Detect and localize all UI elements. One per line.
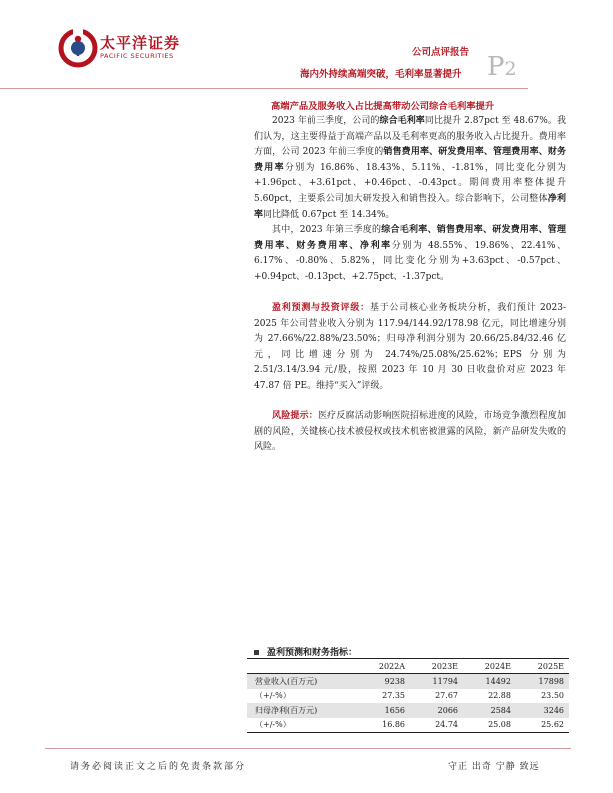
table-cell: 23.50: [541, 691, 564, 701]
section-heading: 高端产品及服务收入占比提高带动公司综合毛利率提升: [271, 101, 495, 112]
risk-section: [254, 409, 566, 456]
table-title-text: 盈利预测和财务指标：: [267, 648, 358, 658]
table-cell: 27.35: [382, 691, 406, 701]
square-bullet-icon: [254, 650, 259, 655]
table-cell: 25.62: [516, 718, 569, 733]
paragraph-risk: [254, 409, 566, 456]
table-title: [254, 645, 357, 658]
table-cell: 27.67: [435, 691, 458, 701]
table-row: [247, 689, 569, 703]
logo-english-name: PACIFIC SECURITIES: [100, 52, 174, 60]
table-cell: 25.08: [463, 718, 516, 733]
row-label: （+/-%）: [255, 691, 291, 701]
table-cell: 2066: [410, 703, 463, 717]
table-cell: 16.86: [357, 718, 410, 733]
forecast-lead: 盈利预测与投资评级：: [272, 303, 370, 313]
table-cell: 14492: [463, 674, 516, 689]
table-header-cell: 2022A: [357, 659, 410, 674]
company-logo: [58, 26, 208, 72]
table-cell: 1656: [357, 703, 410, 717]
row-label: 营业收入(百万元): [247, 674, 357, 689]
bold-run: 净利率: [254, 193, 566, 220]
logo-emblem-icon: [58, 26, 98, 70]
paragraph-forecast: [254, 301, 566, 395]
table-row: [247, 718, 569, 733]
table-cell: 17898: [516, 674, 569, 689]
bold-run: 销售费用率、研发费用率、管理费用率、财务费用率: [254, 147, 566, 173]
bold-run: 综合毛利率、销售费用率、研发费用率、管理费用率、财务费用率、净利率: [254, 225, 566, 251]
footer-disclaimer: 请务必阅读正文之后的免责条款部分: [70, 762, 247, 772]
footer-motto: 守正 出奇 宁静 致远: [448, 762, 540, 772]
bold-run: 综合毛利率: [379, 116, 425, 126]
text-run: 2023 年前三季度，公司的: [272, 116, 380, 126]
header-divider: [0, 88, 528, 89]
page-prefix: P: [487, 52, 505, 82]
text-run: 同比提升 2.87pct 至 48.67%。我们认为，这主要得益于高端产品以及毛利率更高的服务收入占比提升。费用率方面，公司 2023 年前三季度的: [254, 116, 566, 158]
footer-divider: [45, 748, 571, 749]
table-cell: 24.74: [410, 718, 463, 733]
text-run: 其中，2023 年第三季度的: [272, 225, 382, 236]
table-row: [247, 703, 569, 717]
risk-text: 医疗反腐活动影响医院招标进度的风险，市场竞争激烈程度加剧的风险，关键核心技术被侵权或技术机密被泄露的风险，新产品研发失败的风险。: [254, 411, 566, 453]
financial-forecast-table: [247, 658, 569, 733]
logo-chinese-name: 太平洋证券: [100, 34, 181, 52]
row-label: 归母净利(百万元): [247, 703, 357, 717]
table-cell: 11794: [410, 674, 463, 689]
table-cell: 22.88: [488, 691, 511, 701]
forecast-text: 基于公司核心业务板块分析，我们预计 2023-2025 年公司营业收入分别为 117.94/144.92/178.98 亿元，同比增速分别为 27.66%/22.88%/23.50%；归母净利润分别为 20.66/25.84/32.46 亿元，同比增速分别为 24.74%/25.08%/25.62%；EPS 分别为 2.51/3.14/3.94 元/股，按照 2023 年 10 月 30 日收盘价对应 2023 年 47.87 倍 PE。维持“买入”评级。: [254, 303, 566, 391]
paragraph-ytd-margins: [254, 114, 566, 223]
table-header-row: [247, 659, 569, 674]
table-cell: 9238: [357, 674, 410, 689]
forecast-section: [254, 301, 566, 395]
row-label: （+/-%）: [247, 718, 357, 733]
table-header-cell: 2024E: [463, 659, 516, 674]
section-body: [254, 114, 566, 286]
table-cell: 3246: [516, 703, 569, 717]
report-type: 公司点评报告: [412, 47, 470, 58]
table-header-cell: 2025E: [516, 659, 569, 674]
table-header-cell: 2023E: [410, 659, 463, 674]
table-cell: 2584: [463, 703, 516, 717]
page-number: [487, 52, 517, 82]
text-run: 同比降低 0.67pct 至 14.34%。: [263, 209, 395, 220]
report-subtitle: 海内外持续高端突破，毛利率显著提升: [300, 69, 462, 80]
text-run: 分别为 16.86%、18.43%、5.11%、-1.81%，同比变化分别为+1.96pct、+3.61pct、+0.46pct、-0.43pct。期间费用率整体提升 5.60pct，主要系公司加大研发投入和销售投入。综合影响下，公司整体: [254, 162, 566, 204]
text-run: 分别为 48.55%、19.86%、22.41%、6.17%、-0.80%、5.82%，同比变化分别为+3.63pct、-0.57pct、+0.94pct、-0.13pct、+2.75pct、-1.37pct。: [254, 240, 566, 282]
risk-lead: 风险提示：: [272, 411, 318, 421]
paragraph-q3-margins: [254, 223, 566, 285]
page-digit: 2: [504, 58, 517, 80]
table-header-blank: [247, 659, 357, 674]
table-row: [247, 674, 569, 689]
